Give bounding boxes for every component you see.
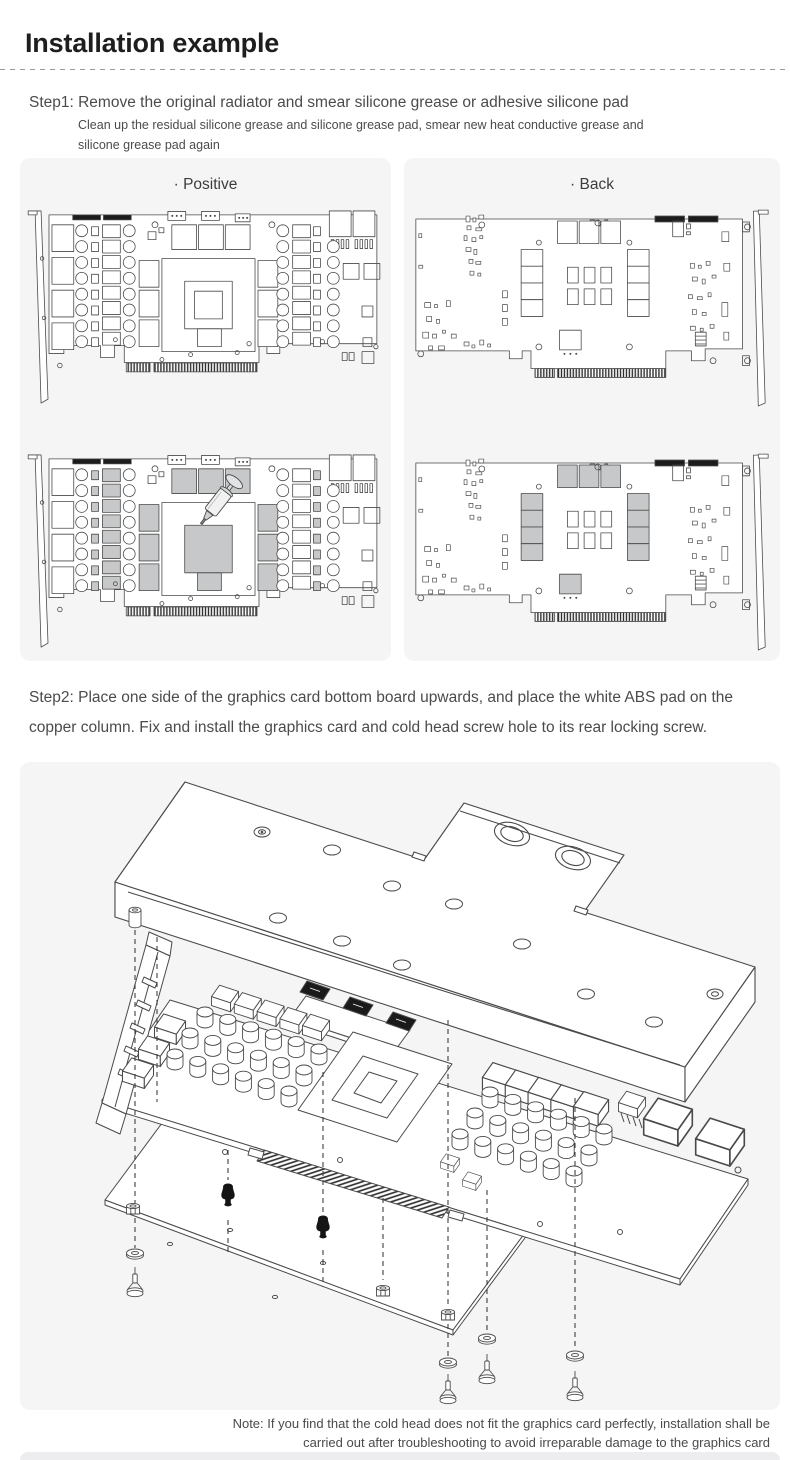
panel-positive-label: · Positive [173,176,238,193]
graphics-card-back-drawing [407,206,777,418]
graphics-card-back-padded-drawing [407,450,777,662]
panel-positive [20,158,391,661]
panel-assembly [20,762,780,1410]
step2-text: Step2: Place one side of the graphics card bottom board upwards, and place the white ABS pad on the copper column. Fix and install the graphics card and cold head screw hole to its rear locking screw. [29,689,733,736]
note-text: Note: If you find that the cold head does not fit the graphics card perfectly, installation shall be carried out after troubleshooting to avoid irreparable damage to the graphics card [232,1416,770,1450]
step1-subtext: Clean up the residual silicone grease and silicone grease pad, smear new heat conductive grease and silicone grease pad again [78,118,644,152]
screw [127,1267,143,1297]
washer [567,1351,584,1361]
graphics-card-front-drawing [23,204,388,414]
panel-back [404,158,780,661]
washer [127,1249,144,1259]
panel-back-label: · Back [570,176,614,193]
brass-standoff [129,907,141,928]
screw [440,1374,456,1404]
page-title: Installation example [25,28,280,58]
graphics-card-front-greased-drawing [23,448,388,658]
washer [479,1334,496,1344]
hex-nut [377,1285,390,1296]
step1-text: Step1: Remove the original radiator and smear silicone grease or adhesive silicone pad [29,94,629,111]
next-section-panel-edge [20,1452,780,1460]
hex-nut [127,1203,140,1214]
washer [440,1358,457,1368]
exploded-assembly-drawing [20,762,780,1410]
hex-nut [442,1309,455,1320]
screw [567,1371,583,1401]
dashed-divider [0,69,790,70]
screw [479,1354,495,1384]
